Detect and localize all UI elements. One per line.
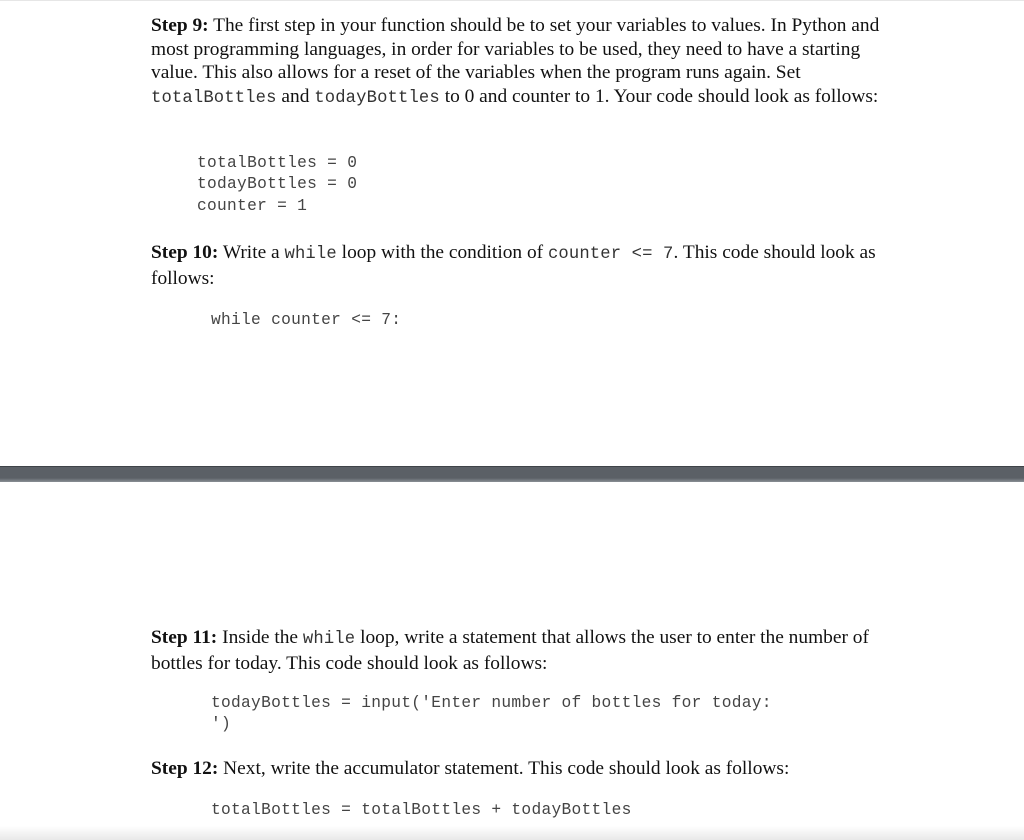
code-line: ') xyxy=(211,715,232,734)
step-11-code-block xyxy=(211,693,772,736)
code-line: totalBottles = 0 xyxy=(197,154,358,172)
code-line: while counter <= 7: xyxy=(211,311,402,329)
step-11-code-while: while xyxy=(302,630,356,649)
code-line: totalBottles = totalBottles + todayBottles xyxy=(211,801,632,819)
step-10-text-1: Write a xyxy=(218,242,285,263)
code-line: counter = 1 xyxy=(197,196,308,215)
step-9-label: Step 9: xyxy=(151,15,209,36)
step-10-text-2: loop with the condition of xyxy=(336,242,548,263)
step-9-text-2: and xyxy=(276,85,315,107)
step-10-paragraph xyxy=(151,241,881,290)
step-12-code-block xyxy=(211,800,632,821)
step-12-label: Step 12: xyxy=(151,758,219,779)
step-11-label: Step 11: xyxy=(151,627,218,648)
step-9-text-1: The first step in your function should be to set your variables to values. In Python and most programming languages, in order for variables to be used, they need to have a starting value. This also allows for a reset of the variables when the program runs again. Set xyxy=(151,15,880,84)
page-bottom-shadow xyxy=(0,826,1024,840)
step-11-text-2: loop, write a statement that allows the user to enter the number of bottles for today. This code should look as follows: xyxy=(151,627,869,674)
step-10-code-block xyxy=(211,310,401,331)
step-9-paragraph xyxy=(151,14,881,110)
step-10-text-3: . This code should look as follows: xyxy=(151,242,876,289)
code-line: todayBottles = input('Enter number of bottles for today: xyxy=(211,694,772,712)
step-10-label: Step 10: xyxy=(151,242,219,263)
step-12-paragraph xyxy=(151,757,881,781)
step-10-code-while: while xyxy=(284,245,337,264)
step-11-text-1: Inside the xyxy=(217,627,303,648)
code-line: todayBottles = 0 xyxy=(197,175,358,194)
step-9-text-3: to 0 and counter to 1. Your code should look as follows: xyxy=(439,85,879,107)
step-9-code-block xyxy=(197,153,357,217)
step-12-text-1: Next, write the accumulator statement. This code should look as follows: xyxy=(218,758,790,779)
document-page-2 xyxy=(0,482,1024,840)
step-11-paragraph xyxy=(151,626,881,675)
step-9-code-today-bottles: todayBottles xyxy=(314,88,440,108)
page-separator xyxy=(0,466,1024,482)
step-10-code-condition: counter <= 7 xyxy=(547,245,674,264)
step-9-code-total-bottles: totalBottles xyxy=(151,88,277,108)
